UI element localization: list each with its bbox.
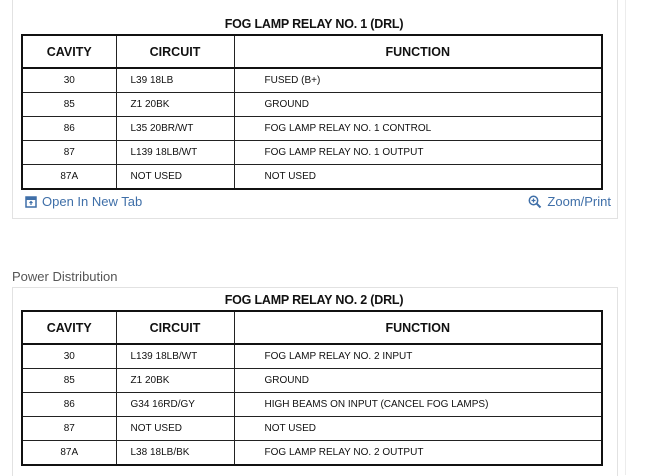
cavity-cell: 87A	[22, 441, 116, 466]
circuit-cell: L38 18LB/BK	[116, 441, 234, 466]
function-cell: FOG LAMP RELAY NO. 1 CONTROL	[234, 117, 602, 141]
circuit-header: CIRCUIT	[116, 311, 234, 344]
circuit-cell: L39 18LB	[116, 68, 234, 93]
circuit-cell: Z1 20BK	[116, 369, 234, 393]
cavity-cell: 86	[22, 117, 116, 141]
cavity-header: CAVITY	[22, 35, 116, 68]
function-cell: GROUND	[234, 93, 602, 117]
relay-2-title: FOG LAMP RELAY NO. 2 (DRL)	[224, 293, 404, 307]
image-footer	[25, 192, 611, 212]
table-row	[22, 165, 602, 190]
cavity-header: CAVITY	[22, 311, 116, 344]
function-cell: FOG LAMP RELAY NO. 2 OUTPUT	[234, 441, 602, 466]
section-label: Power Distribution	[12, 269, 118, 284]
relay-1-card	[12, 0, 618, 219]
circuit-cell: NOT USED	[116, 417, 234, 441]
cavity-cell: 87	[22, 141, 116, 165]
open-new-tab-icon	[25, 196, 37, 208]
table-header-row	[22, 311, 602, 344]
function-cell: FOG LAMP RELAY NO. 2 INPUT	[234, 344, 602, 369]
circuit-cell: G34 16RD/GY	[116, 393, 234, 417]
relay-2-card	[12, 287, 618, 476]
cavity-cell: 86	[22, 393, 116, 417]
zoom-print-label: Zoom/Print	[547, 194, 611, 209]
cavity-cell: 87	[22, 417, 116, 441]
page-divider	[625, 0, 626, 475]
table-row	[22, 117, 602, 141]
circuit-cell: L139 18LB/WT	[116, 344, 234, 369]
relay-2-diagram	[19, 290, 609, 466]
circuit-cell: NOT USED	[116, 165, 234, 190]
circuit-cell: L35 20BR/WT	[116, 117, 234, 141]
table-header-row	[22, 35, 602, 68]
table-row	[22, 393, 602, 417]
cavity-cell: 85	[22, 369, 116, 393]
table-row	[22, 68, 602, 93]
circuit-header: CIRCUIT	[116, 35, 234, 68]
function-cell: FUSED (B+)	[234, 68, 602, 93]
table-row	[22, 441, 602, 466]
zoom-icon	[528, 195, 542, 209]
circuit-cell: L139 18LB/WT	[116, 141, 234, 165]
relay-1-rows	[22, 68, 602, 189]
relay-2-table	[21, 310, 603, 466]
relay-2-rows	[22, 344, 602, 465]
function-cell: FOG LAMP RELAY NO. 1 OUTPUT	[234, 141, 602, 165]
function-cell: GROUND	[234, 369, 602, 393]
open-in-new-tab-label: Open In New Tab	[42, 194, 143, 209]
table-row	[22, 369, 602, 393]
function-header: FUNCTION	[234, 311, 602, 344]
zoom-print-link[interactable]	[528, 194, 611, 209]
cavity-cell: 30	[22, 344, 116, 369]
function-cell: HIGH BEAMS ON INPUT (CANCEL FOG LAMPS)	[234, 393, 602, 417]
function-cell: NOT USED	[234, 165, 602, 190]
table-row	[22, 93, 602, 117]
relay-1-title: FOG LAMP RELAY NO. 1 (DRL)	[224, 17, 404, 31]
cavity-cell: 30	[22, 68, 116, 93]
relay-1-diagram	[19, 14, 609, 190]
function-header: FUNCTION	[234, 35, 602, 68]
table-row	[22, 141, 602, 165]
function-cell: NOT USED	[234, 417, 602, 441]
table-row	[22, 344, 602, 369]
circuit-cell: Z1 20BK	[116, 93, 234, 117]
cavity-cell: 85	[22, 93, 116, 117]
table-row	[22, 417, 602, 441]
open-in-new-tab-link[interactable]	[25, 194, 142, 209]
relay-1-table	[21, 34, 603, 190]
cavity-cell: 87A	[22, 165, 116, 190]
